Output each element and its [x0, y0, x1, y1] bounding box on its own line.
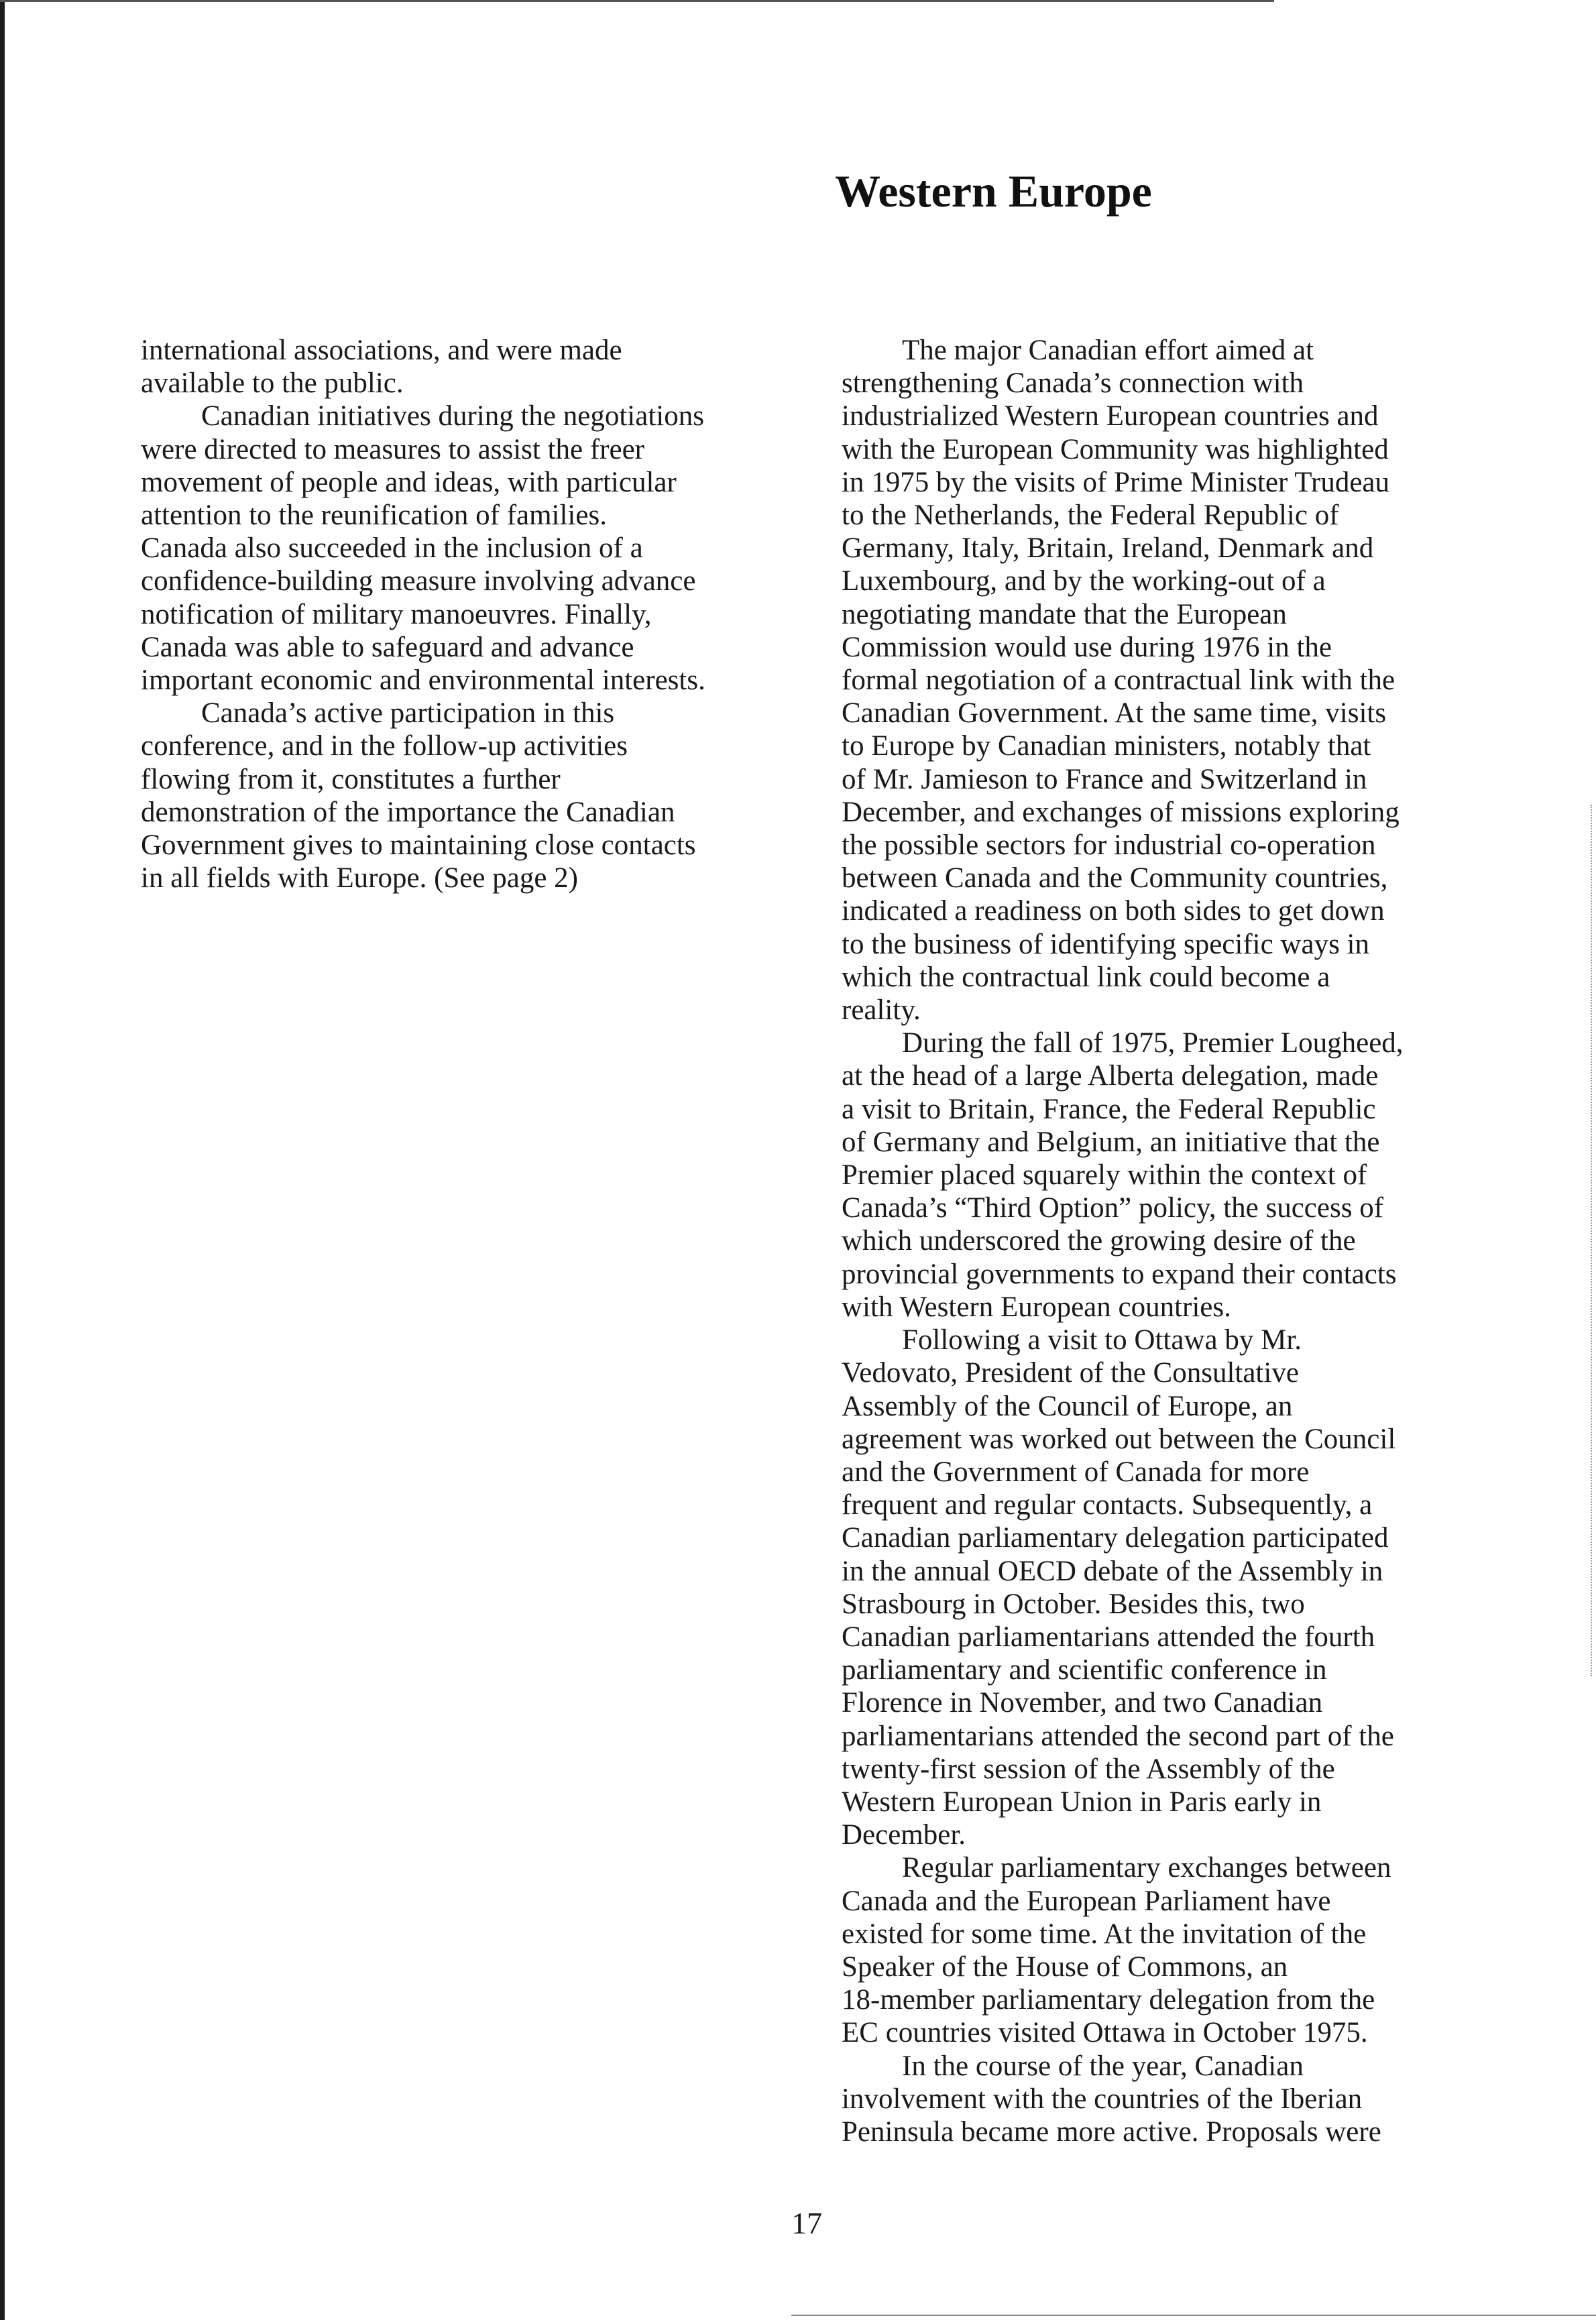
left-paragraph-2: Canadian initiatives during the negotiations were directed to measures to assist the freer movement of people and ideas, with particular attention to the reunification of families. Canada also succeeded in the inclusion of a confidence-building measure involving advance notification of military manoeuvres. Finally, Canada was able to safeguard and advance important economic and environmental interests.: [141, 400, 705, 697]
right-paragraph-4: Regular parliamentary exchanges between Canada and the European Parliament have existed for some time. At the invitation of the Speaker of the House of Commons, an 18-member parliamentary delegation from the EC countries visited Ottawa in October 1975.: [842, 1852, 1391, 2049]
scan-edge-top: [0, 0, 1274, 2]
right-paragraph-2: During the fall of 1975, Premier Lougheed, at the head of a large Alberta delegation, made a visit to Britain, France, the Federal Republic of Germany and Belgium, an initiative that the Premier placed squarely within the context of Canada’s “Third Option” policy, the success of which underscored the growing desire of the provincial governments to expand their contacts with Western European countries.: [842, 1027, 1404, 1323]
scan-edge-left: [0, 0, 5, 2320]
right-column: [842, 334, 1485, 2148]
right-paragraph-5: In the course of the year, Canadian involvement with the countries of the Iberian Peninsula became more active. Proposals were: [842, 2050, 1381, 2148]
left-paragraph-3: Canada’s active participation in this conference, and in the follow-up activities flowing from it, constitutes a further demonstration of the importance the Canadian Government gives to maintaining close contacts in all fields with Europe. (See page 2): [141, 697, 696, 894]
right-paragraph-3: Following a visit to Ottawa by Mr. Vedovato, President of the Consultative Assembly of the Council of Europe, an agreement was worked out between the Council and the Government of Canada for more frequent and regular contacts. Subsequently, a Canadian parliamentary delegation participated in the annual OECD debate of the Assembly in Strasbourg in October. Besides this, two Canadian parliamentarians attended the fourth parliamentary and scientific conference in Florence in November, and two Canadian parliamentarians attended the second part of the twenty-first session of the Assembly of the Western European Union in Paris early in December.: [842, 1324, 1396, 1851]
page-number: 17: [791, 2206, 822, 2240]
page-heading: Western Europe: [835, 166, 1152, 217]
scan-edge-right: [1591, 805, 1593, 1676]
right-paragraph-1: The major Canadian effort aimed at strengthening Canada’s connection with industrialized Western European countries and with the European Community was highlighted in 1975 by the visits of Prime Minister Trudeau to the Netherlands, the Federal Republic of Germany, Italy, Britain, Ireland, Denmark and Luxembourg, and by the working-out of a negotiating mandate that the European Commission would use during 1976 in the formal negotiation of a contractual link with the Canadian Government. At the same time, visits to Europe by Canadian ministers, notably that of Mr. Jamieson to France and Switzerland in December, and exchanges of missions exploring the possible sectors for industrial co-operation between Canada and the Community countries, indicated a readiness on both sides to get down to the business of identifying specific ways in which the contractual link could become a reality.: [842, 335, 1400, 1027]
scan-edge-bottom: [791, 2315, 1596, 2316]
left-paragraph-1: international associations, and were made available to the public.: [141, 335, 622, 400]
left-column: [141, 334, 785, 894]
